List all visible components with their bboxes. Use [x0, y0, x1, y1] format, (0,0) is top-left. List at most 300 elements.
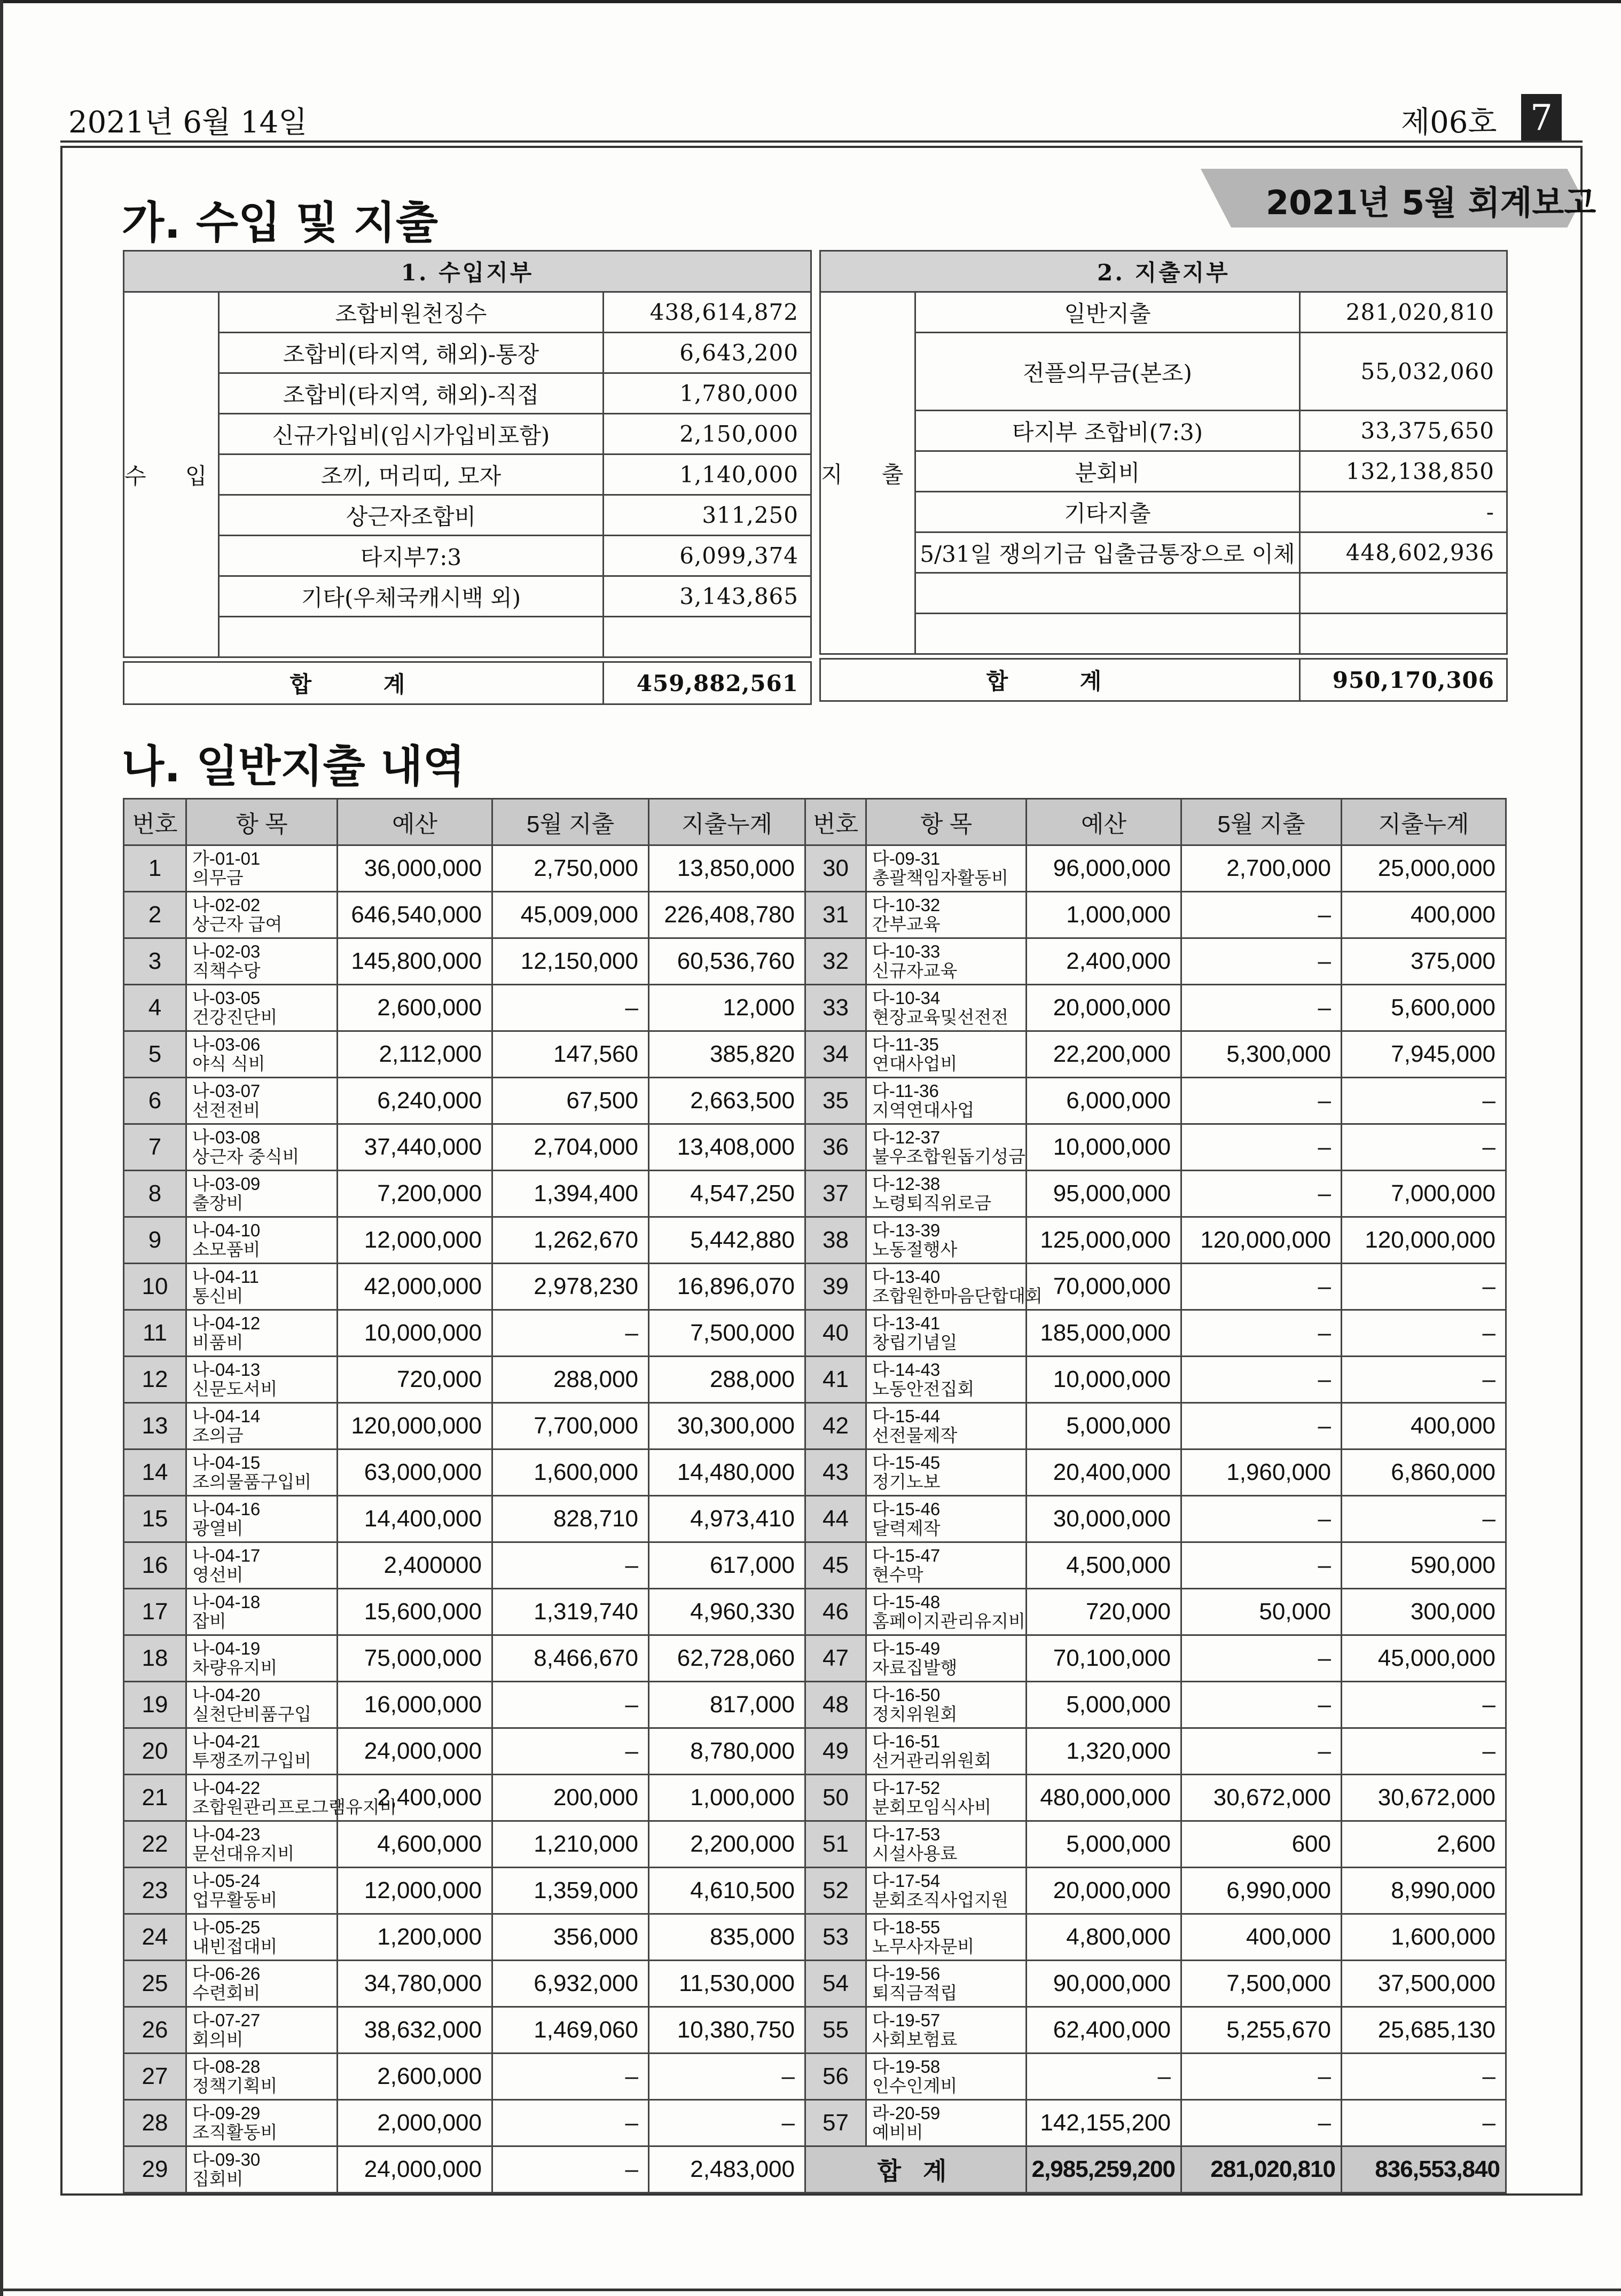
- detail-row: [124, 1589, 1506, 1635]
- row-number: 11: [124, 1310, 186, 1357]
- row-cumulative: –: [1342, 2100, 1506, 2146]
- income-item-label: 기타(우체국캐시백 외): [219, 576, 604, 617]
- income-item-label: 조합비원천징수: [219, 292, 604, 333]
- row-may-expense: 147,560: [492, 1031, 649, 1078]
- item-code: 다-15-49: [872, 1639, 941, 1658]
- row-number: 7: [124, 1124, 186, 1171]
- row-cumulative: 8,990,000: [1342, 1868, 1506, 1914]
- income-item-label: 상근자조합비: [219, 495, 604, 536]
- income-item-amount: 3,143,865: [604, 576, 811, 617]
- item-name: 정책기획비: [192, 2076, 278, 2096]
- detail-row: [124, 892, 1506, 938]
- row-number: 54: [805, 1961, 866, 2007]
- row-number: 3: [124, 938, 186, 985]
- row-item: [866, 1821, 1027, 1868]
- row-item: [866, 1171, 1027, 1217]
- item-code: 나-04-21: [192, 1731, 261, 1751]
- item-name: 조의금: [192, 1425, 244, 1445]
- detail-row: [124, 1775, 1506, 1821]
- row-budget: 2,600,000: [338, 2054, 492, 2100]
- row-may-expense: 5,255,670: [1181, 2007, 1342, 2054]
- expense-header-row: [820, 251, 1507, 292]
- row-budget: 185,000,000: [1027, 1310, 1181, 1357]
- item-code: 나-04-14: [192, 1406, 261, 1426]
- row-budget: 6,240,000: [338, 1078, 492, 1124]
- item-name: 예비비: [872, 2122, 923, 2142]
- row-number: 21: [124, 1775, 186, 1821]
- row-cumulative: –: [1342, 1310, 1506, 1357]
- item-name: 업무활동비: [192, 1890, 278, 1910]
- row-number: 12: [124, 1357, 186, 1403]
- row-cumulative: 2,483,000: [649, 2146, 805, 2193]
- item-code: 나-04-23: [192, 1824, 261, 1844]
- item-code: 나-04-22: [192, 1778, 261, 1798]
- row-cumulative: 4,973,410: [649, 1496, 805, 1542]
- row-cumulative: 7,000,000: [1342, 1171, 1506, 1217]
- item-name: 인수인계비: [872, 2076, 958, 2096]
- row-item: [866, 1728, 1027, 1775]
- row-cumulative: 1,600,000: [1342, 1914, 1506, 1961]
- row-may-expense: –: [492, 985, 649, 1031]
- row-item: [186, 1635, 338, 1682]
- item-code: 다-09-29: [192, 2103, 261, 2123]
- income-row: [124, 576, 811, 617]
- row-cumulative: 2,663,500: [649, 1078, 805, 1124]
- row-cumulative: –: [1342, 1496, 1506, 1542]
- item-name: 분회조직사업지원: [872, 1890, 1009, 1910]
- page-top-edge: [0, 0, 1621, 3]
- income-gap-cell: [124, 657, 811, 662]
- row-cumulative: –: [1342, 2054, 1506, 2100]
- row-cumulative: 6,860,000: [1342, 1449, 1506, 1496]
- row-number: 53: [805, 1914, 866, 1961]
- row-may-expense: –: [1181, 1357, 1342, 1403]
- row-cumulative: 617,000: [649, 1542, 805, 1589]
- row-number: 22: [124, 1821, 186, 1868]
- row-may-expense: 7,700,000: [492, 1403, 649, 1449]
- row-cumulative: 37,500,000: [1342, 1961, 1506, 2007]
- grand-total-budget: 2,985,259,200: [1027, 2146, 1181, 2193]
- income-row: [124, 617, 811, 657]
- row-cumulative: 1,000,000: [649, 1775, 805, 1821]
- expense-row: [820, 573, 1507, 614]
- row-cumulative: 385,820: [649, 1031, 805, 1078]
- income-table: [123, 250, 812, 705]
- row-may-expense: 6,990,000: [1181, 1868, 1342, 1914]
- row-number: 41: [805, 1357, 866, 1403]
- row-budget: 20,400,000: [1027, 1449, 1181, 1496]
- income-item-amount: 1,780,000: [604, 373, 811, 414]
- row-budget: 2,000,000: [338, 2100, 492, 2146]
- row-item: [186, 1357, 338, 1403]
- row-item: [186, 2100, 338, 2146]
- issue-date: 2021년 6월 14일: [68, 105, 308, 140]
- item-code: 나-04-15: [192, 1453, 261, 1472]
- column-header: 번호: [124, 799, 186, 845]
- income-item-amount: 2,150,000: [604, 414, 811, 455]
- detail-row: [124, 1403, 1506, 1449]
- column-header: 예산: [338, 799, 492, 845]
- column-header: 번호: [805, 799, 866, 845]
- detail-row: [124, 1171, 1506, 1217]
- row-may-expense: –: [492, 2100, 649, 2146]
- row-budget: 24,000,000: [338, 1728, 492, 1775]
- row-cumulative: 4,960,330: [649, 1589, 805, 1635]
- row-number: 56: [805, 2054, 866, 2100]
- row-may-expense: 1,394,400: [492, 1171, 649, 1217]
- item-code: 나-04-12: [192, 1313, 261, 1333]
- item-code: 나-04-10: [192, 1220, 261, 1240]
- item-name: 간부교육: [872, 914, 941, 934]
- row-item: [186, 1078, 338, 1124]
- row-item: [186, 1542, 338, 1589]
- row-number: 46: [805, 1589, 866, 1635]
- row-number: 55: [805, 2007, 866, 2054]
- item-code: 다-11-35: [872, 1035, 939, 1054]
- row-may-expense: –: [492, 2146, 649, 2193]
- detail-body: [124, 845, 1506, 2193]
- item-code: 나-02-03: [192, 942, 261, 961]
- detail-row: [124, 1357, 1506, 1403]
- income-row: [124, 495, 811, 536]
- row-may-expense: 600: [1181, 1821, 1342, 1868]
- item-name: 창립기념일: [872, 1333, 958, 1352]
- row-number: 52: [805, 1868, 866, 1914]
- report-banner-title: 2021년 5월 회계보고: [1266, 183, 1596, 222]
- row-budget: 2,600,000: [338, 985, 492, 1031]
- item-code: 나-05-25: [192, 1917, 261, 1937]
- expense-row: [820, 292, 1507, 333]
- item-code: 나-03-05: [192, 988, 261, 1008]
- item-code: 나-03-09: [192, 1174, 261, 1194]
- row-item: [866, 1310, 1027, 1357]
- row-cumulative: –: [1342, 1357, 1506, 1403]
- row-cumulative: –: [1342, 1682, 1506, 1728]
- row-may-expense: –: [492, 1310, 649, 1357]
- column-header: 예산: [1027, 799, 1181, 845]
- item-name: 사회보험료: [872, 2029, 958, 2049]
- row-budget: 4,500,000: [1027, 1542, 1181, 1589]
- item-name: 시설사용료: [872, 1844, 958, 1863]
- income-total-row: [124, 662, 811, 704]
- detail-row: [124, 1078, 1506, 1124]
- row-number: 49: [805, 1728, 866, 1775]
- row-item: [866, 1542, 1027, 1589]
- row-may-expense: –: [492, 2054, 649, 2100]
- item-name: 조의물품구입비: [192, 1472, 312, 1492]
- item-code: 나-04-19: [192, 1639, 261, 1658]
- row-may-expense: 828,710: [492, 1496, 649, 1542]
- row-item: [186, 2054, 338, 2100]
- item-name: 정치위원회: [872, 1704, 958, 1724]
- page-left-edge: [0, 0, 3, 2296]
- item-code: 다-19-56: [872, 1964, 941, 1984]
- item-code: 나-04-18: [192, 1592, 261, 1612]
- row-may-expense: 67,500: [492, 1078, 649, 1124]
- row-item: [866, 845, 1027, 892]
- income-item-label: 조합비(타지역, 해외)-직접: [219, 373, 604, 414]
- row-budget: 10,000,000: [338, 1310, 492, 1357]
- row-item: [866, 2054, 1027, 2100]
- expense-row: [820, 411, 1507, 451]
- row-may-expense: 1,600,000: [492, 1449, 649, 1496]
- row-cumulative: –: [649, 2054, 805, 2100]
- row-cumulative: 11,530,000: [649, 1961, 805, 2007]
- item-name: 홈페이지관리유지비: [872, 1611, 1025, 1631]
- row-number: 5: [124, 1031, 186, 1078]
- row-may-expense: 400,000: [1181, 1914, 1342, 1961]
- row-number: 10: [124, 1264, 186, 1310]
- item-name: 건강진단비: [192, 1007, 278, 1027]
- expense-body: [820, 292, 1507, 701]
- row-item: [186, 1682, 338, 1728]
- detail-row: [124, 1821, 1506, 1868]
- row-may-expense: 12,150,000: [492, 938, 649, 985]
- expense-row: [820, 614, 1507, 654]
- row-number: 37: [805, 1171, 866, 1217]
- item-code: 나-02-02: [192, 895, 261, 915]
- row-item: [866, 1403, 1027, 1449]
- column-header: 항 목: [866, 799, 1027, 845]
- row-may-expense: –: [1181, 2100, 1342, 2146]
- item-name: 직책수당: [192, 961, 261, 981]
- row-may-expense: 2,700,000: [1181, 845, 1342, 892]
- income-item-amount: 1,140,000: [604, 455, 811, 495]
- row-may-expense: –: [1181, 1542, 1342, 1589]
- item-code: 나-03-06: [192, 1035, 261, 1054]
- row-number: 48: [805, 1682, 866, 1728]
- row-may-expense: 2,750,000: [492, 845, 649, 892]
- expense-item-amount: 448,602,936: [1300, 532, 1507, 573]
- row-budget: 15,600,000: [338, 1589, 492, 1635]
- item-code: 다-09-31: [872, 849, 941, 868]
- row-number: 28: [124, 2100, 186, 2146]
- row-cumulative: 2,600: [1342, 1821, 1506, 1868]
- row-number: 45: [805, 1542, 866, 1589]
- item-code: 다-15-46: [872, 1499, 941, 1519]
- row-cumulative: 10,380,750: [649, 2007, 805, 2054]
- row-cumulative: 7,945,000: [1342, 1031, 1506, 1078]
- row-may-expense: 6,932,000: [492, 1961, 649, 2007]
- row-number: 18: [124, 1635, 186, 1682]
- row-cumulative: –: [1342, 1728, 1506, 1775]
- expense-item-amount: 281,020,810: [1300, 292, 1507, 333]
- row-number: 6: [124, 1078, 186, 1124]
- item-code: 나-03-08: [192, 1127, 261, 1147]
- row-cumulative: 7,500,000: [649, 1310, 805, 1357]
- item-code: 다-11-36: [872, 1081, 939, 1101]
- row-budget: 90,000,000: [1027, 1961, 1181, 2007]
- income-total-label: 합 계: [124, 662, 604, 704]
- row-may-expense: –: [492, 1542, 649, 1589]
- item-name: 달력제작: [872, 1518, 941, 1538]
- detail-row: [124, 1217, 1506, 1264]
- row-budget: 480,000,000: [1027, 1775, 1181, 1821]
- row-budget: 4,600,000: [338, 1821, 492, 1868]
- row-budget: 145,800,000: [338, 938, 492, 985]
- item-code: 다-18-55: [872, 1917, 941, 1937]
- row-budget: 2,400,000: [1027, 938, 1181, 985]
- row-item: [866, 1775, 1027, 1821]
- row-item: [186, 1496, 338, 1542]
- row-may-expense: 1,319,740: [492, 1589, 649, 1635]
- item-name: 출장비: [192, 1193, 244, 1213]
- column-header: 항 목: [186, 799, 338, 845]
- row-number: 1: [124, 845, 186, 892]
- expense-item-label: [915, 614, 1300, 654]
- detail-row: [124, 1310, 1506, 1357]
- item-code: 다-15-44: [872, 1406, 941, 1426]
- row-budget: 36,000,000: [338, 845, 492, 892]
- income-row: [124, 373, 811, 414]
- row-budget: 1,320,000: [1027, 1728, 1181, 1775]
- row-may-expense: 288,000: [492, 1357, 649, 1403]
- row-may-expense: 1,210,000: [492, 1821, 649, 1868]
- item-code: 나-04-13: [192, 1360, 261, 1380]
- row-budget: 2,400000: [338, 1542, 492, 1589]
- detail-row: [124, 2054, 1506, 2100]
- item-code: 나-04-16: [192, 1499, 261, 1519]
- item-name: 선전물제작: [872, 1425, 958, 1445]
- row-cumulative: 12,000: [649, 985, 805, 1031]
- row-item: [186, 1914, 338, 1961]
- item-name: 집회비: [192, 2169, 244, 2189]
- item-name: 현장교육및선전전: [872, 1007, 1009, 1027]
- row-item: [186, 1961, 338, 2007]
- item-name: 상근자 급여: [192, 914, 283, 934]
- row-budget: 2,400,000: [338, 1775, 492, 1821]
- row-may-expense: –: [1181, 938, 1342, 985]
- row-number: 43: [805, 1449, 866, 1496]
- row-number: 50: [805, 1775, 866, 1821]
- item-code: 다-09-30: [192, 2150, 261, 2169]
- detail-row: [124, 1868, 1506, 1914]
- row-cumulative: 300,000: [1342, 1589, 1506, 1635]
- detail-row: [124, 2007, 1506, 2054]
- row-number: 32: [805, 938, 866, 985]
- expenditure-detail-table: [123, 798, 1507, 2193]
- item-name: 노동안전집회: [872, 1379, 975, 1399]
- detail-row: [124, 2100, 1506, 2146]
- expense-header: 2. 지출지부: [820, 251, 1507, 292]
- row-may-expense: 8,466,670: [492, 1635, 649, 1682]
- column-header: 지출누계: [649, 799, 805, 845]
- row-item: [866, 1449, 1027, 1496]
- row-cumulative: 835,000: [649, 1914, 805, 1961]
- row-item: [866, 1682, 1027, 1728]
- item-code: 다-10-32: [872, 895, 941, 915]
- item-name: 지역연대사업: [872, 1100, 975, 1120]
- row-budget: 63,000,000: [338, 1449, 492, 1496]
- row-budget: 7,200,000: [338, 1171, 492, 1217]
- row-item: [866, 1357, 1027, 1403]
- row-budget: 5,000,000: [1027, 1403, 1181, 1449]
- row-budget: 10,000,000: [1027, 1357, 1181, 1403]
- row-budget: 70,100,000: [1027, 1635, 1181, 1682]
- row-cumulative: 45,000,000: [1342, 1635, 1506, 1682]
- detail-row: [124, 1682, 1506, 1728]
- item-code: 다-10-33: [872, 942, 941, 961]
- item-name: 내빈접대비: [192, 1937, 278, 1956]
- item-name: 불우조합원돕기성금: [872, 1147, 1025, 1166]
- row-cumulative: 16,896,070: [649, 1264, 805, 1310]
- item-name: 정기노보: [872, 1472, 941, 1492]
- item-code: 나-04-11: [192, 1267, 259, 1287]
- item-code: 다-17-53: [872, 1824, 941, 1844]
- expense-item-amount: -: [1300, 492, 1507, 532]
- row-may-expense: 1,359,000: [492, 1868, 649, 1914]
- row-budget: 34,780,000: [338, 1961, 492, 2007]
- expense-item-label: 일반지출: [915, 292, 1300, 333]
- row-budget: 5,000,000: [1027, 1821, 1181, 1868]
- item-name: 조합원한마음단합대회: [872, 1286, 1043, 1306]
- row-number: 47: [805, 1635, 866, 1682]
- row-cumulative: 8,780,000: [649, 1728, 805, 1775]
- item-code: 다-10-34: [872, 988, 941, 1008]
- item-code: 다-15-45: [872, 1453, 941, 1472]
- row-may-expense: –: [1181, 1171, 1342, 1217]
- detail-row: [124, 938, 1506, 985]
- row-item: [186, 1775, 397, 1821]
- row-budget: 720,000: [1027, 1589, 1181, 1635]
- item-code: 다-17-54: [872, 1871, 941, 1891]
- income-row: [124, 455, 811, 495]
- item-code: 나-04-17: [192, 1546, 261, 1565]
- expense-item-label: [915, 573, 1300, 614]
- row-may-expense: 7,500,000: [1181, 1961, 1342, 2007]
- row-item: [186, 1449, 338, 1496]
- header-rule: [60, 140, 1583, 143]
- item-code: 다-12-38: [872, 1174, 941, 1194]
- row-budget: 62,400,000: [1027, 2007, 1181, 2054]
- row-may-expense: 2,704,000: [492, 1124, 649, 1171]
- row-number: 44: [805, 1496, 866, 1542]
- row-budget: 14,400,000: [338, 1496, 492, 1542]
- row-cumulative: 25,685,130: [1342, 2007, 1506, 2054]
- row-budget: 12,000,000: [338, 1217, 492, 1264]
- expense-side-label: 지 출: [820, 292, 915, 654]
- income-item-label: 조끼, 머리띠, 모자: [219, 455, 604, 495]
- row-may-expense: 30,672,000: [1181, 1775, 1342, 1821]
- expense-total-row: [820, 659, 1507, 701]
- row-may-expense: –: [1181, 1264, 1342, 1310]
- column-header: 지출누계: [1342, 799, 1506, 845]
- detail-row: [124, 1124, 1506, 1171]
- expense-item-label: 분회비: [915, 451, 1300, 492]
- row-may-expense: –: [1181, 985, 1342, 1031]
- item-code: 나-04-20: [192, 1685, 261, 1705]
- section-a-title: 가. 수입 및 지출: [122, 198, 438, 248]
- item-name: 광열비: [192, 1518, 244, 1538]
- row-budget: 125,000,000: [1027, 1217, 1181, 1264]
- row-cumulative: 5,442,880: [649, 1217, 805, 1264]
- expense-row: [820, 492, 1507, 532]
- column-header: 5월 지출: [1181, 799, 1342, 845]
- row-cumulative: 2,200,000: [649, 1821, 805, 1868]
- row-budget: 5,000,000: [1027, 1682, 1181, 1728]
- row-budget: 4,800,000: [1027, 1914, 1181, 1961]
- row-may-expense: –: [1181, 1310, 1342, 1357]
- expense-row: [820, 532, 1507, 573]
- item-name: 신규자교육: [872, 961, 958, 981]
- item-name: 선전전비: [192, 1100, 261, 1120]
- item-code: 다-13-39: [872, 1220, 941, 1240]
- income-item-amount: [604, 617, 811, 657]
- row-may-expense: 1,262,670: [492, 1217, 649, 1264]
- row-item: [866, 1589, 1027, 1635]
- row-budget: 16,000,000: [338, 1682, 492, 1728]
- row-may-expense: –: [1181, 1728, 1342, 1775]
